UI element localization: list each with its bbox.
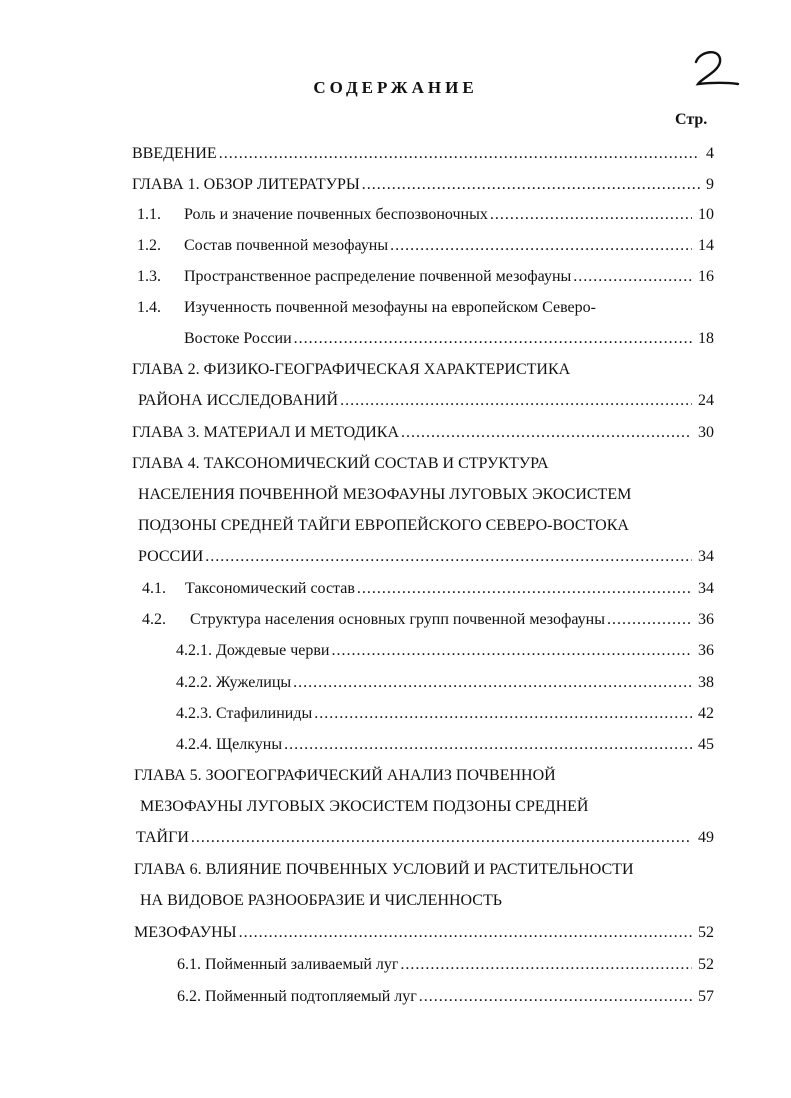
toc-page: 38 [698,674,714,691]
leader-dots [390,237,692,255]
toc-chapter-4-line-1: ГЛАВА 4. ТАКСОНОМИЧЕСКИЙ СОСТАВ И СТРУКТУРА [132,455,549,472]
toc-chapter-5-line-2: МЕЗОФАУНЫ ЛУГОВЫХ ЭКОСИСТЕМ ПОДЗОНЫ СРЕДНЕЙ [140,798,589,815]
toc-section-number: 1.1. [137,206,161,223]
toc-section-number: 4.2. [142,611,166,628]
leader-dots [340,392,692,410]
toc-label: 6.2. Пойменный подтопляемый луг [177,988,417,1005]
leader-dots [219,145,700,163]
leader-dots [294,330,692,348]
toc-page: 24 [698,392,714,409]
leader-dots [400,956,692,974]
leader-dots [331,642,692,660]
toc-label: ГЛАВА 1. ОБЗОР ЛИТЕРАТУРЫ [132,176,360,193]
toc-entry-4-2-3[interactable] [176,705,714,729]
toc-entry-4-2-1[interactable] [176,642,714,666]
toc-label-line-4: РОССИИ [138,548,204,565]
toc-page: 52 [698,924,714,941]
page-title: СОДЕРЖАНИЕ [313,78,478,97]
toc-label-line-3: ТАЙГИ [136,829,189,846]
leader-dots [239,924,692,942]
toc-label: ВВЕДЕНИЕ [132,145,217,162]
leader-dots [573,268,692,286]
toc-page: 9 [706,176,714,193]
toc-entry-intro[interactable] [132,145,714,169]
toc-chapter-2-line-1: ГЛАВА 2. ФИЗИКО-ГЕОГРАФИЧЕСКАЯ ХАРАКТЕРИСТИКА [132,361,571,378]
toc-entry-6-2[interactable] [177,988,714,1012]
toc-label: Состав почвенной мезофауны [184,237,389,254]
toc-entry-chapter-1[interactable] [132,176,714,200]
toc-entry-4-1[interactable] [185,580,714,604]
toc-entry-chapter-3[interactable] [132,424,714,448]
toc-chapter-4-line-2: НАСЕЛЕНИЯ ПОЧВЕННОЙ МЕЗОФАУНЫ ЛУГОВЫХ ЭКОСИСТЕМ [138,486,632,503]
toc-section-number: 1.2. [137,237,161,254]
toc-entry-1-2[interactable] [184,237,714,261]
toc-page: 42 [698,705,714,722]
toc-entry-6-1[interactable] [177,956,714,980]
leader-dots [490,206,692,224]
leader-dots [607,611,692,629]
page-column-header: Стр. [675,111,708,128]
toc-label: 6.1. Пойменный заливаемый луг [177,956,399,973]
toc-label: Таксономический состав [185,580,355,597]
leader-dots [314,705,692,723]
toc-entry-chapter-4[interactable] [138,548,714,572]
toc-entry-1-1[interactable] [184,206,714,230]
toc-entry-chapter-5[interactable] [136,829,714,853]
toc-page: 49 [698,829,714,846]
toc-entry-chapter-2[interactable] [138,392,714,416]
leader-dots [357,580,692,598]
toc-page: 16 [698,268,714,285]
toc-label-line-1: Изученность почвенной мезофауны на европейском Северо- [184,299,596,316]
toc-entry-chapter-6[interactable] [134,924,714,948]
leader-dots [205,548,692,566]
toc-page: 14 [698,237,714,254]
toc-chapter-5-line-1: ГЛАВА 5. ЗООГЕОГРАФИЧЕСКИЙ АНАЛИЗ ПОЧВЕННОЙ [134,767,556,784]
toc-label: 4.2.2. Жужелицы [176,674,292,691]
toc-label: Роль и значение почвенных беспозвоночных [184,206,488,223]
toc-entry-1-4[interactable] [184,330,714,354]
toc-label: 4.2.3. Стафилиниды [176,705,313,722]
toc-page: 36 [698,611,714,628]
toc-page: 10 [698,206,714,223]
toc-chapter-6-line-1: ГЛАВА 6. ВЛИЯНИЕ ПОЧВЕННЫХ УСЛОВИЙ И РАСТИТЕЛЬНОСТИ [134,861,634,878]
leader-dots [419,988,692,1006]
toc-entry-4-2[interactable] [190,611,714,635]
toc-page: 57 [698,988,714,1005]
toc-page: 34 [698,548,714,565]
toc-label: ГЛАВА 3. МАТЕРИАЛ И МЕТОДИКА [132,424,400,441]
toc-label-line-2: РАЙОНА ИССЛЕДОВАНИЙ [138,392,339,409]
toc-page: 4 [706,145,714,162]
toc-page: 45 [698,736,714,753]
leader-dots [293,674,692,692]
toc-section-number: 1.3. [137,268,161,285]
toc-label: Пространственное распределение почвенной мезофауны [184,268,572,285]
toc-label: Структура населения основных групп почвенной мезофауны [190,611,605,628]
toc-label-line-2: Востоке России [184,330,292,347]
leader-dots [362,176,700,194]
toc-section-number: 4.1. [142,580,166,597]
toc-entry-4-2-4[interactable] [176,736,714,760]
toc-page: 30 [698,424,714,441]
toc-label: 4.2.1. Дождевые черви [176,642,330,659]
toc-page: 36 [698,642,714,659]
toc-entry-4-2-2[interactable] [176,674,714,698]
toc-chapter-6-line-2: НА ВИДОВОЕ РАЗНООБРАЗИЕ И ЧИСЛЕННОСТЬ [140,892,502,909]
toc-page: 34 [698,580,714,597]
toc-page: 18 [698,330,714,347]
toc-page: 52 [698,956,714,973]
toc-label: 4.2.4. Щелкуны [176,736,283,753]
toc-entry-1-3[interactable] [184,268,714,292]
leader-dots [191,829,692,847]
toc-section-number: 1.4. [137,299,161,316]
leader-dots [284,736,692,754]
toc-label-line-3: МЕЗОФАУНЫ [134,924,237,941]
leader-dots [401,424,692,442]
toc-chapter-4-line-3: ПОДЗОНЫ СРЕДНЕЙ ТАЙГИ ЕВРОПЕЙСКОГО СЕВЕРО-ВОСТОКА [138,517,629,534]
